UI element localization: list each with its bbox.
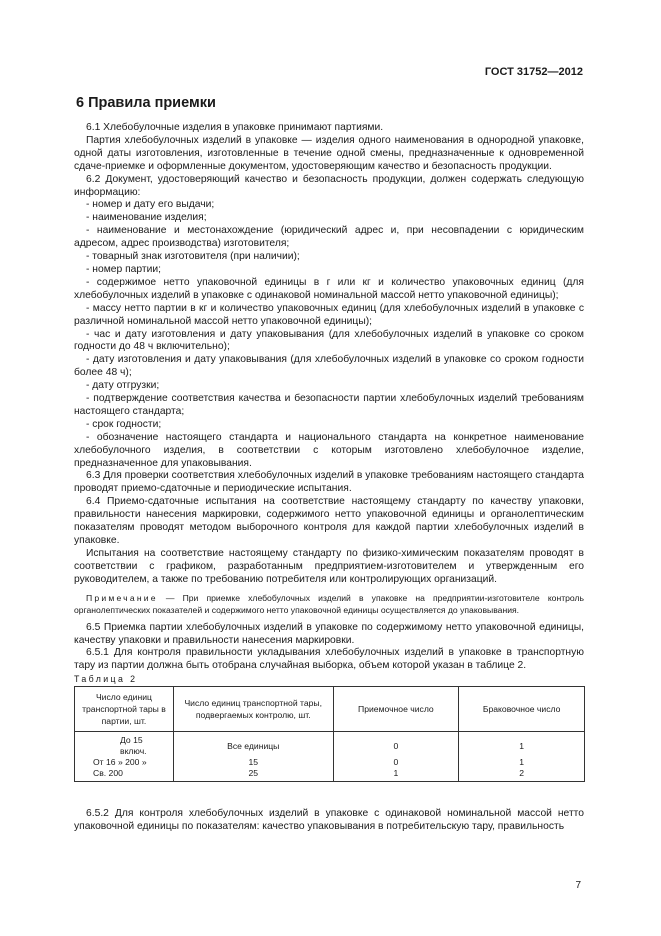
list-item: - дату изготовления и дату упаковывания (для хлебобулочных изделий в упаковке со сроком годности более 48 ч); — [74, 354, 584, 379]
list-item: - обозначение настоящего стандарта и национального стандарта на конкретное наименование хлебобулочного изделия, в соответствии с которым изготовлено хлебобулочное изделие, предназначенное для упаковывания. — [74, 431, 584, 469]
table-row — [75, 732, 585, 758]
paragraph: 6.5 Приемка партии хлебобулочных изделий в упаковке по содержимому нетто упаковочной единицы, качеству упаковки и правильности нанесения маркировки. — [74, 621, 584, 646]
table-row — [75, 757, 585, 768]
document-body — [74, 122, 584, 834]
paragraph: 6.1 Хлебобулочные изделия в упаковке принимают партиями. — [86, 122, 384, 133]
table-cell: Все единицы — [173, 732, 333, 758]
list-item: - массу нетто партии в кг и количество упаковочных единиц (для хлебобулочных изделий в упаковке с различной номинальной массой нетто упаковочной единицы); — [74, 302, 584, 327]
table-cell: 0 — [333, 757, 459, 768]
paragraph: Партия хлебобулочных изделий в упаковке — изделия одного наименования в однородной упаковке, одной даты изготовления, изготовленные в течение одной смены, предназначенные к одновременной сдаче-приемке и оформленные документом, удостоверяющим качество и безопасность продукции. — [74, 134, 584, 172]
note-label: Примечание — [86, 592, 158, 603]
paragraph: 6.2 Документ, удостоверяющий качество и безопасность продукции, должен содержать следующую информацию: — [74, 173, 584, 198]
note — [74, 592, 584, 616]
table-cell: От 16 » 200 » — [75, 757, 174, 768]
paragraph: 6.4 Приемо-сдаточные испытания на соответствие настоящему стандарту по качеству упаковки, правильности нанесения маркировки, содержимого нетто упаковочной единицы и органолептическим показателям проводят методом выборочного контроля для каждой партии хлебобулочных изделий в упаковке. — [74, 496, 584, 546]
list-item: - номер партии; — [86, 263, 161, 275]
table-caption: Таблица 2 — [74, 674, 138, 685]
section-title: 6 Правила приемки — [76, 95, 216, 111]
table-header-cell: Число единиц транспортной тары, подвергаемых контролю, шт. — [173, 687, 333, 732]
table-header-row — [75, 687, 585, 732]
table-cell: 1 — [459, 757, 585, 768]
table-cell: 1 — [333, 768, 459, 782]
list-item: - срок годности; — [86, 418, 162, 430]
table-header-cell: Число единиц транспортной тары в партии, шт. — [75, 687, 174, 732]
table-cell: 0 — [333, 732, 459, 758]
sample-table — [74, 686, 585, 782]
list-item: - дату отгрузки; — [86, 380, 160, 392]
list-item: - час и дату изготовления и дату упаковывания (для хлебобулочных изделий в упаковке со сроком годности до 48 ч включительно); — [74, 328, 584, 353]
list-item: - подтверждение соответствия качества и безопасности партии хлебобулочных изделий требованиям настоящего стандарта; — [74, 393, 584, 417]
table-row — [75, 768, 585, 782]
note-text: — При приемке хлебобулочных изделий в упаковке на предприятии-изготовителе контроль органолептических показателей и содержимого нетто упаковочной единицы осуществляется до упаковывания. — [74, 592, 584, 615]
paragraph: 6.3 Для проверки соответствия хлебобулочных изделий в упаковке требованиям настоящего стандарта проводят приемо-сдаточные и периодические испытания. — [74, 470, 584, 495]
table-header-cell: Приемочное число — [333, 687, 459, 732]
paragraph: 6.5.1 Для контроля правильности укладывания хлебобулочных изделий в упаковке в транспортную тару из партии должна быть отобрана случайная выборка, объем которой указан в таблице 2. — [74, 647, 584, 672]
table-header-cell: Браковочное число — [459, 687, 585, 732]
list-item: - наименование и местонахождение (юридический адрес и, при несовпадении с юридическим адресом, адрес производства) изготовителя; — [74, 225, 584, 250]
paragraph: 6.5.2 Для контроля хлебобулочных изделий в упаковке с одинаковой номинальной массой нетто упаковочной единицы по показателям: качество упаковывания в потребительскую тару, правильность — [74, 808, 584, 833]
page-number: 7 — [575, 880, 581, 891]
paragraph: Испытания на соответствие настоящему стандарту по физико-химическим показателям проводят в соответствии с графиком, разработанным предприятием-изготовителем и утвержденным его руководителем, а также по требованию потребителя или контролирующих организаций. — [74, 547, 584, 585]
list-item: - товарный знак изготовителя (при наличии); — [86, 251, 300, 263]
list-item: - наименование изделия; — [86, 212, 207, 224]
list-item: - номер и дату его выдачи; — [86, 199, 215, 211]
table-cell: 2 — [459, 768, 585, 782]
table-cell: До 15 включ. — [75, 732, 174, 758]
standard-header: ГОСТ 31752—2012 — [484, 66, 583, 78]
table-cell: 1 — [459, 732, 585, 758]
table-cell: Св. 200 — [75, 768, 174, 782]
table-cell: 25 — [173, 768, 333, 782]
list-item: - содержимое нетто упаковочной единицы в г или кг и количество упаковочных единиц (для хлебобулочных изделий в упаковке с одинаковой номинальной массой нетто упаковочной единицы); — [74, 276, 584, 301]
table-cell: 15 — [173, 757, 333, 768]
